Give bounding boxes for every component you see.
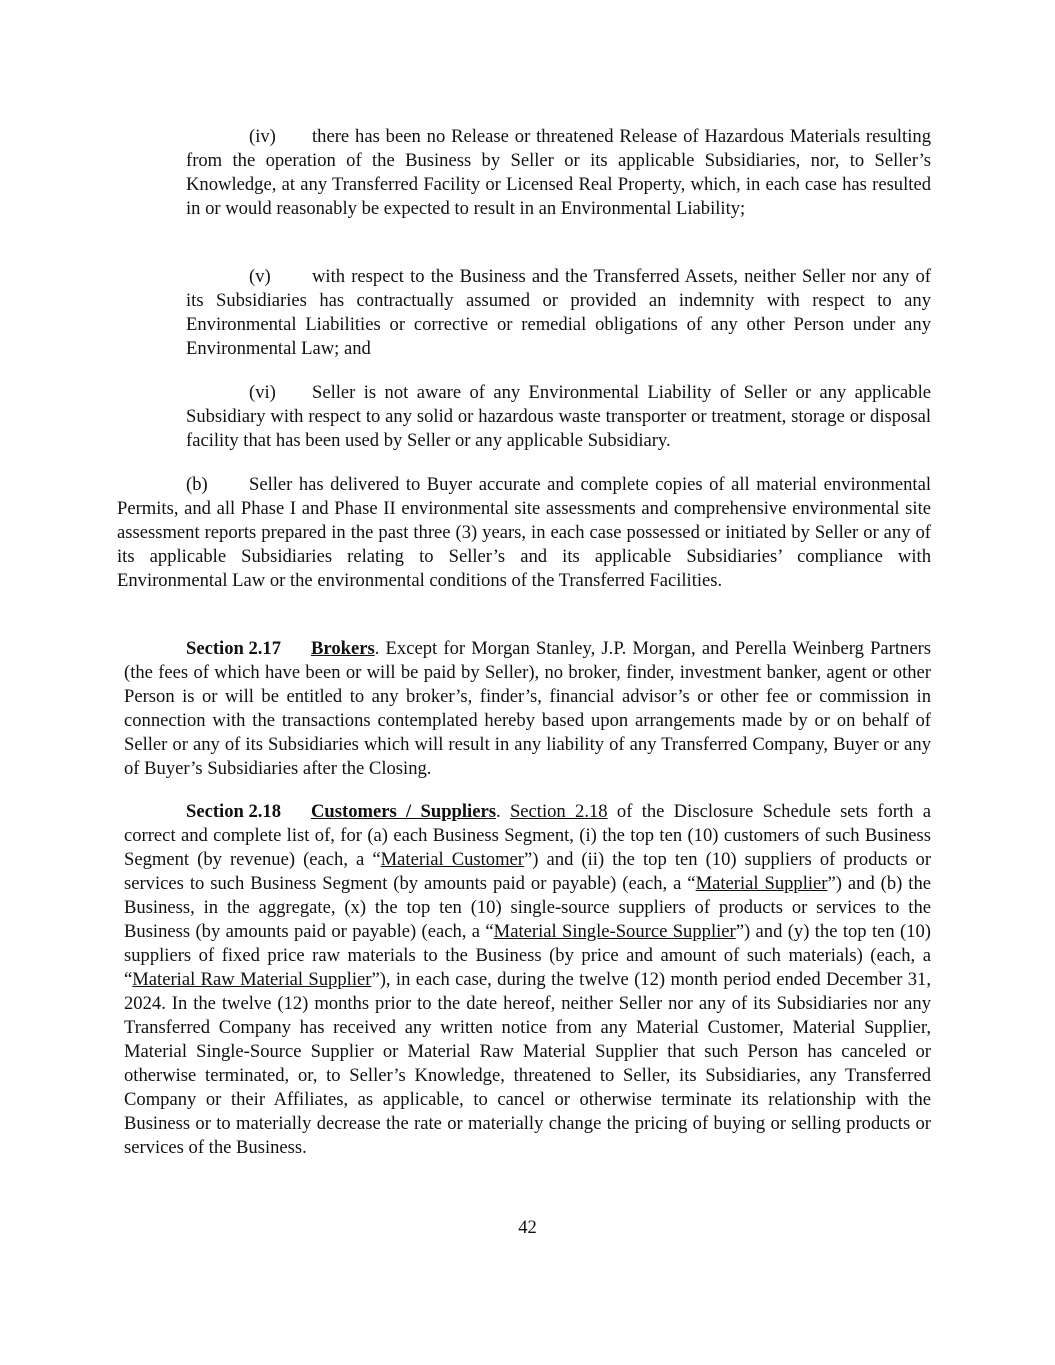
clause-b <box>117 473 931 593</box>
clause-vi-text: Seller is not aware of any Environmental Liability of Seller or any applicable Subsidiary with respect to any solid or hazardous waste transporter or treatment, storage or disposal facility that has been used by Seller or any applicable Subsidiary. <box>186 382 931 451</box>
section-2-17-number: Section 2.17 <box>186 638 282 659</box>
section-2-18 <box>124 800 931 1160</box>
clause-b-text: Seller has delivered to Buyer accurate and complete copies of all material environmental Permits, and all Phase I and Phase II environmental site assessments and comprehensive environmental site assessment reports prepared in the past three (3) years, in each case possessed or initiated by Seller or any of its applicable Subsidiaries relating to Seller’s and its applicable Subsidiaries’ compliance with Environmental Law or the environmental conditions of the Transferred Facilities. <box>117 474 931 591</box>
section-2-17-text: . Except for Morgan Stanley, J.P. Morgan, and Perella Weinberg Partners (the fees of which have been or will be paid by Seller), no broker, finder, investment banker, agent or other Person is or will be entitled to any broker’s, finder’s, financial advisor’s or other fee or commission in connection with the transactions contemplated hereby based upon arrangements made by or on behalf of Seller or any of its Subsidiaries which will result in any liability of any Transferred Company, Buyer or any of Buyer’s Subsidiaries after the Closing. <box>124 638 931 779</box>
section-2-18-schedule-reference: Section 2.18 <box>509 801 608 822</box>
clause-b-number: (b) <box>186 474 208 495</box>
section-2-18-text-3: ”) and (ii) the top ten (10) suppliers of products or services to such Business Segment (by amounts paid or payable) (each, a “ <box>124 849 932 894</box>
clause-iv-number: (iv) <box>249 126 276 147</box>
section-2-18-text-6: ”), in each case, during the twelve (12) month period ended December 31, 2024. In the twelve (12) months prior to the date hereof, neither Seller nor any of its Subsidiaries nor any Transferred Company has received any written notice from any Material Customer, Material Supplier, Material Single-Source Supplier or Material Raw Material Supplier that such Person has canceled or otherwise terminated, or, to Seller’s Knowledge, threatened to Seller, its Subsidiaries, any Transferred Company or their Affiliates, as applicable, to cancel or otherwise terminate its relationship with the Business or to materially decrease the rate or materially change the pricing of buying or selling products or services of the Business. <box>124 969 931 1158</box>
section-2-17-title: Brokers <box>311 638 375 659</box>
section-2-18-text-5: ”) and (y) the top ten (10) suppliers of fixed price raw materials to the Business (by price and amount of such materials) (each, a “ <box>124 921 931 990</box>
clause-v <box>186 265 931 361</box>
clause-vi <box>186 381 931 453</box>
defined-term-material-supplier: Material Supplier <box>695 873 828 894</box>
clause-iv <box>186 125 931 221</box>
clause-vi-number: (vi) <box>249 382 276 403</box>
section-2-18-text-1: . <box>495 801 510 822</box>
defined-term-material-customer: Material Customer <box>380 849 524 870</box>
section-2-18-text-2: of the Disclosure Schedule sets forth a correct and complete list of, for (a) each Business Segment, (i) the top ten (10) customers of such Business Segment (by revenue) (each, a “ <box>124 801 931 870</box>
page-number: 42 <box>518 1217 537 1238</box>
section-2-18-title: Customers / Suppliers <box>311 801 496 822</box>
clause-iv-text: there has been no Release or threatened Release of Hazardous Materials resulting from the operation of the Business by Seller or its applicable Subsidiaries, nor, to Seller’s Knowledge, at any Transferred Facility or Licensed Real Property, which, in each case has resulted in or would reasonably be expected to result in an Environmental Liability; <box>186 126 931 219</box>
section-2-18-text-4: ”) and (b) the Business, in the aggregate, (x) the top ten (10) single-source suppliers of products or services to the Business (by amounts paid or payable) (each, a “ <box>124 873 932 942</box>
clause-v-text: with respect to the Business and the Transferred Assets, neither Seller nor any of its Subsidiaries has contractually assumed or provided an indemnity with respect to any Environmental Liabilities or corrective or remedial obligations of any other Person under any Environmental Law; and <box>186 266 931 359</box>
section-2-18-number: Section 2.18 <box>186 801 282 822</box>
section-2-17 <box>124 637 931 781</box>
defined-term-material-single-source-supplier: Material Single-Source Supplier <box>493 921 736 942</box>
clause-v-number: (v) <box>249 266 271 287</box>
defined-term-material-raw-material-supplier: Material Raw Material Supplier <box>132 969 372 990</box>
